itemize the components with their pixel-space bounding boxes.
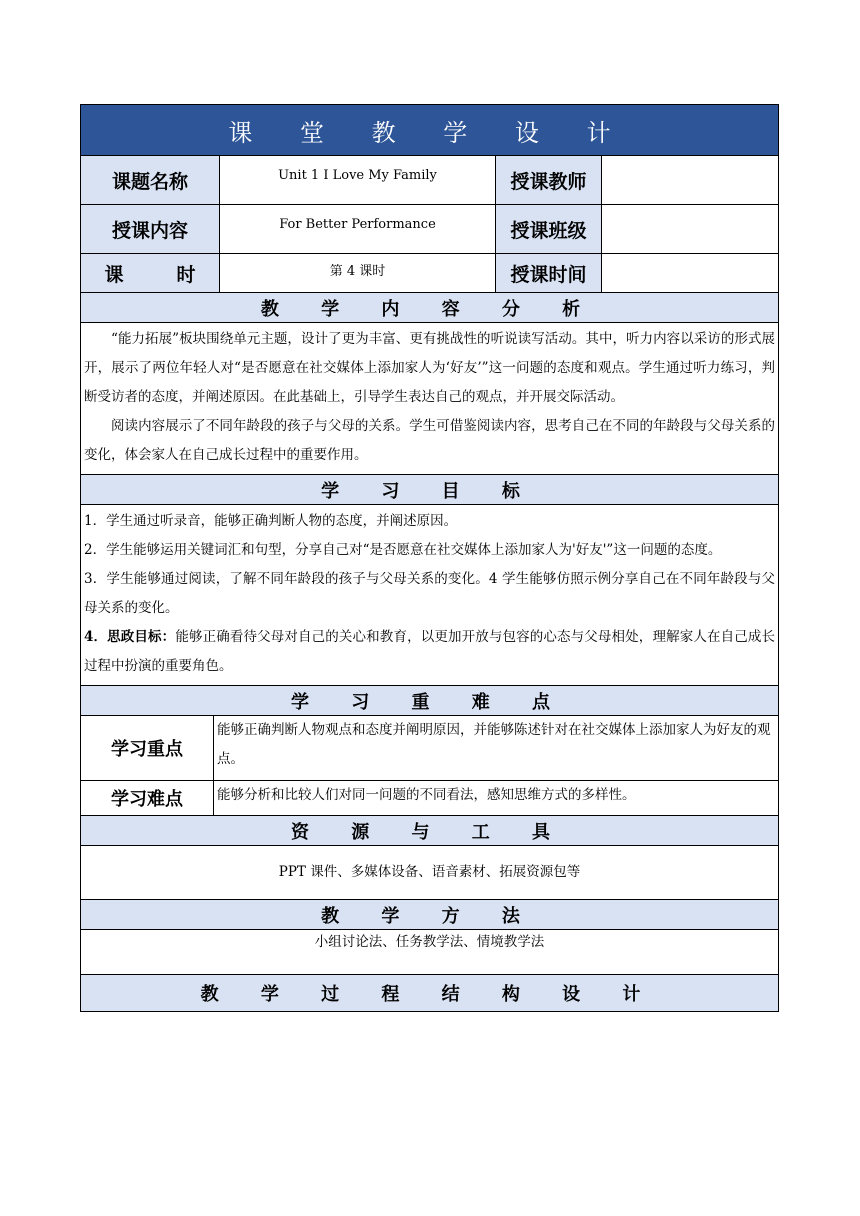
period-value: 第 4 课时 [220, 254, 496, 292]
analysis-paragraph-1: “能力拓展”板块围绕单元主题，设计了更为丰富、更有挑战性的听说读写活动。其中，听力内容以采访的形式展开，展示了两位年轻人对“是否愿意在社交媒体上添加家人为‘好友’”这一问题的态度和观点。学生通过听力练习，判断受访者的态度，并阐述原因。在此基础上，引导学生表达自己的观点，并开展交际活动。 [84, 331, 775, 405]
teacher-label: 授课教师 [496, 156, 602, 204]
content-label: 授课内容 [81, 205, 220, 253]
time-value [602, 254, 778, 292]
info-row-topic [81, 156, 778, 205]
objective-item-4-text: 能够正确看待父母对自己的关心和教育，以更加开放与包容的心态与父母相处，理解家人在自己成长过程中扮演的重要角色。 [84, 629, 775, 674]
difficulty-row [81, 781, 778, 816]
content-value: For Better Performance [220, 205, 496, 253]
info-row-content [81, 205, 778, 254]
section-heading-methods: 教 学 方 法 [81, 900, 778, 930]
objective-item-4-prefix: 4．思政目标： [84, 629, 176, 645]
analysis-paragraph-2: 阅读内容展示了不同年龄段的孩子与父母的关系。学生可借鉴阅读内容，思考自己在不同的年龄段与父母关系的变化，体会家人在自己成长过程中的重要作用。 [84, 418, 775, 463]
page-title: 课 堂 教 学 设 计 [81, 105, 778, 156]
topic-label: 课题名称 [81, 156, 220, 204]
class-value [602, 205, 778, 253]
analysis-body [81, 323, 778, 475]
difficulty-text: 能够分析和比较人们对同一问题的不同看法，感知思维方式的多样性。 [217, 787, 636, 803]
resources-text: PPT 课件、多媒体设备、语音素材、拓展资源包等 [81, 846, 778, 900]
class-label: 授课班级 [496, 205, 602, 253]
objective-item-3: 3．学生能够通过阅读，了解不同年龄段的孩子与父母关系的变化。4 学生能够仿照示例分享自己在不同年龄段与父母关系的变化。 [84, 571, 775, 616]
section-heading-resources: 资 源 与 工 具 [81, 816, 778, 846]
methods-text: 小组讨论法、任务教学法、情境教学法 [81, 930, 778, 975]
difficulty-label: 学习难点 [81, 781, 214, 815]
period-label: 课 时 [81, 254, 220, 292]
section-heading-objectives: 学 习 目 标 [81, 475, 778, 505]
section-heading-analysis: 教 学 内 容 分 析 [81, 293, 778, 323]
focus-text: 能够正确判断人物观点和态度并阐明原因，并能够陈述针对在社交媒体上添加家人为好友的观点。 [217, 722, 771, 767]
objectives-body [81, 505, 778, 686]
info-row-period [81, 254, 778, 293]
focus-label: 学习重点 [81, 716, 214, 780]
time-label: 授课时间 [496, 254, 602, 292]
section-heading-keypoints: 学 习 重 难 点 [81, 686, 778, 716]
objective-item-4 [81, 623, 778, 681]
objective-item-2: 2．学生能够运用关键词汇和句型，分享自己对“是否愿意在社交媒体上添加家人为'好友'”这一问题的态度。 [84, 542, 722, 558]
topic-value: Unit 1 I Love My Family [220, 156, 496, 204]
focus-row [81, 716, 778, 781]
objective-item-1: 1．学生通过听录音，能够正确判断人物的态度，并阐述原因。 [84, 513, 458, 529]
lesson-plan-table [80, 104, 779, 1012]
section-heading-process: 教 学 过 程 结 构 设 计 [81, 975, 778, 1011]
teacher-value [602, 156, 778, 204]
